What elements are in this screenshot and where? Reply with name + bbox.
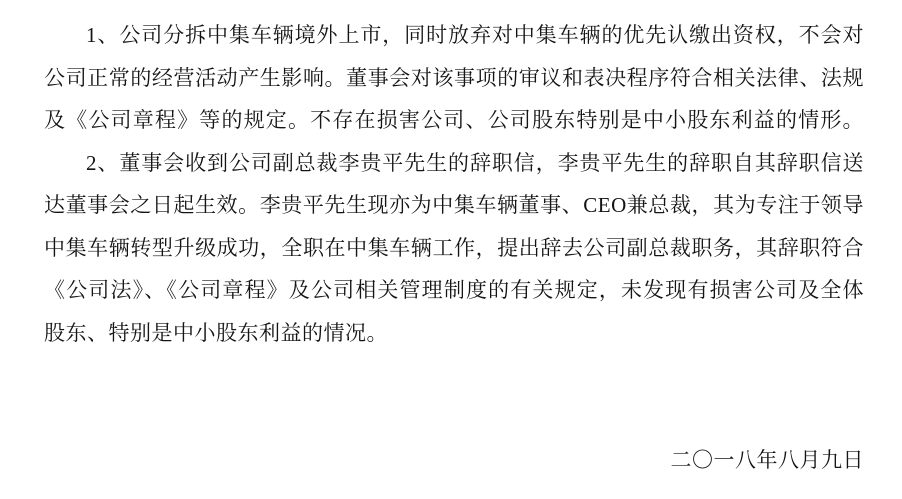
paragraph-line: 公司正常的经营活动产生影响。董事会对该事项的审议和表决程序符合相关法律、法规 [44, 65, 864, 90]
paragraph-line: 中集车辆转型升级成功，全职在中集车辆工作，提出辞去公司副总裁职务，其辞职符合 [44, 235, 864, 260]
paragraph-line: 1、公司分拆中集车辆境外上市，同时放弃对中集车辆的优先认缴出资权，不会对 [86, 23, 864, 47]
paragraph-line: 2、董事会收到公司副总裁李贵平先生的辞职信，李贵平先生的辞职自其辞职信送 [86, 150, 864, 175]
paragraph-2 [44, 142, 864, 355]
paragraph-line: 达董事会之日起生效。李贵平先生现亦为中集车辆董事、CEO兼总裁，其为专注于领导 [44, 193, 864, 217]
paragraph-line: 股东、特别是中小股东利益的情况。 [44, 320, 388, 345]
paragraph-1 [44, 14, 864, 142]
document-body [44, 14, 864, 482]
paragraph-line: 及《公司章程》等的规定。不存在损害公司、公司股东特别是中小股东利益的情形。 [44, 108, 864, 132]
paragraph-line: 《公司法》、《公司章程》及公司相关管理制度的有关规定，未发现有损害公司及全体 [44, 278, 864, 302]
document-date: 二〇一八年八月九日 [670, 448, 864, 472]
